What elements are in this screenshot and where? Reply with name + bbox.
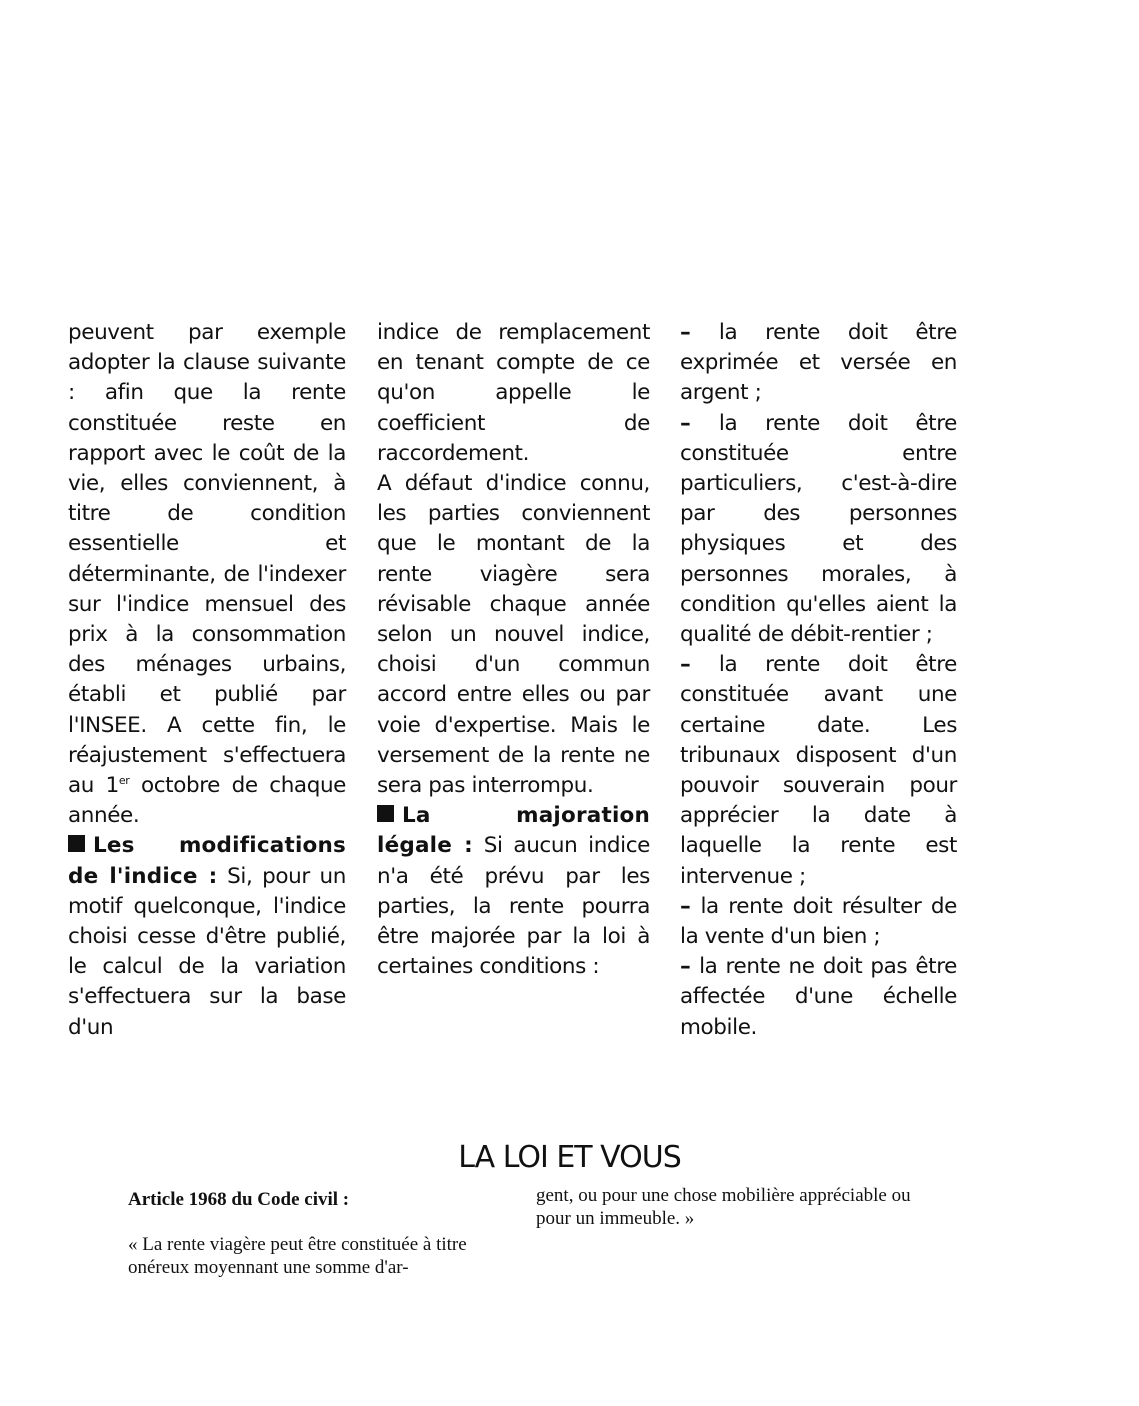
default-index-paragraph: A défaut d'indice connu, les parties conviennent que le montant de la rente viagère sera révisable chaque année selon un nouvel indice, choisi d'un commun accord entre elles ou par voie d'expertise. Mais le versement de la rente ne sera pas interrompu. [377,471,650,799]
dash-bullet: – [680,652,719,678]
clause-text-end: octobre de chaque année. [68,773,346,829]
condition-item [680,318,957,409]
condition-text: la rente doit être exprimée et versée en argent ; [680,320,958,406]
dash-bullet: – [680,320,719,345]
dash-bullet: – [680,893,701,919]
condition-text: la rente ne doit pas être affectée d'une échelle mobile. [680,954,957,1040]
article-text-start: « La rente viagère peut être constituée à titre onéreux moyennant une somme d'ar- [128,1234,467,1278]
majoration-paragraph [377,801,650,982]
section-heading-majoration: La majoration légale : [377,803,650,859]
condition-item [680,892,957,952]
column-2 [377,318,650,982]
section-heading-modifications: Les modifications de l'indice : [68,833,346,889]
condition-text: la rente doit être constituée entre particuliers, c'est-à-dire par des personnes physiques et des personnes morales, à condition qu'elles aient la qualité de débit-rentier ; [680,410,958,648]
superscript: er [118,773,130,787]
condition-item [680,409,957,651]
modifications-text: Si, pour un motif quelconque, l'indice choisi cesse d'être publié, le calcul de la variation s'effectuera sur la base d'un [68,863,346,1040]
replacement-paragraph: indice de remplacement en tenant compte de ce qu'on appelle le coefficient de raccordement. [377,320,650,466]
square-bullet-icon [68,835,85,852]
law-box-right [536,1184,916,1230]
column-1 [68,318,346,1043]
majoration-text: Si aucun indice n'a été prévu par les parties, la rente pourra être majorée par la loi à certaines conditions : [377,833,651,980]
article-text-end: gent, ou pour une chose mobilière appréciable ou pour un immeuble. » [536,1185,911,1229]
modifications-paragraph [68,831,346,1042]
clause-paragraph [68,318,346,831]
clause-text: peuvent par exemple adopter la clause suivante : afin que la rente constituée reste en rapport avec le coût de la vie, elles conviennent, à titre de condition essentielle et déterminante, de l'indexer sur l'indice mensuel des prix à la consommation des ménages urbains, établi et publié par l'INSEE. A cette fin, le réajustement s'effectuera au 1 [68,320,346,799]
dash-bullet: – [680,410,719,436]
condition-item [680,650,957,892]
article-heading: Article 1968 du Code civil : [128,1189,350,1210]
dash-bullet: – [680,954,700,980]
law-section-title: LA LOI ET VOUS [458,1140,681,1175]
square-bullet-icon [377,805,394,822]
law-box-left [128,1188,508,1279]
column-3 [680,318,957,1043]
condition-text: la rente doit résulter de la vente d'un bien ; [680,893,957,950]
condition-item [680,952,957,1043]
condition-text: la rente doit être constituée avant une certaine date. Les tribunaux disposent d'un pouvoir souverain pour apprécier la date à laquelle la rente est intervenue ; [680,652,958,889]
